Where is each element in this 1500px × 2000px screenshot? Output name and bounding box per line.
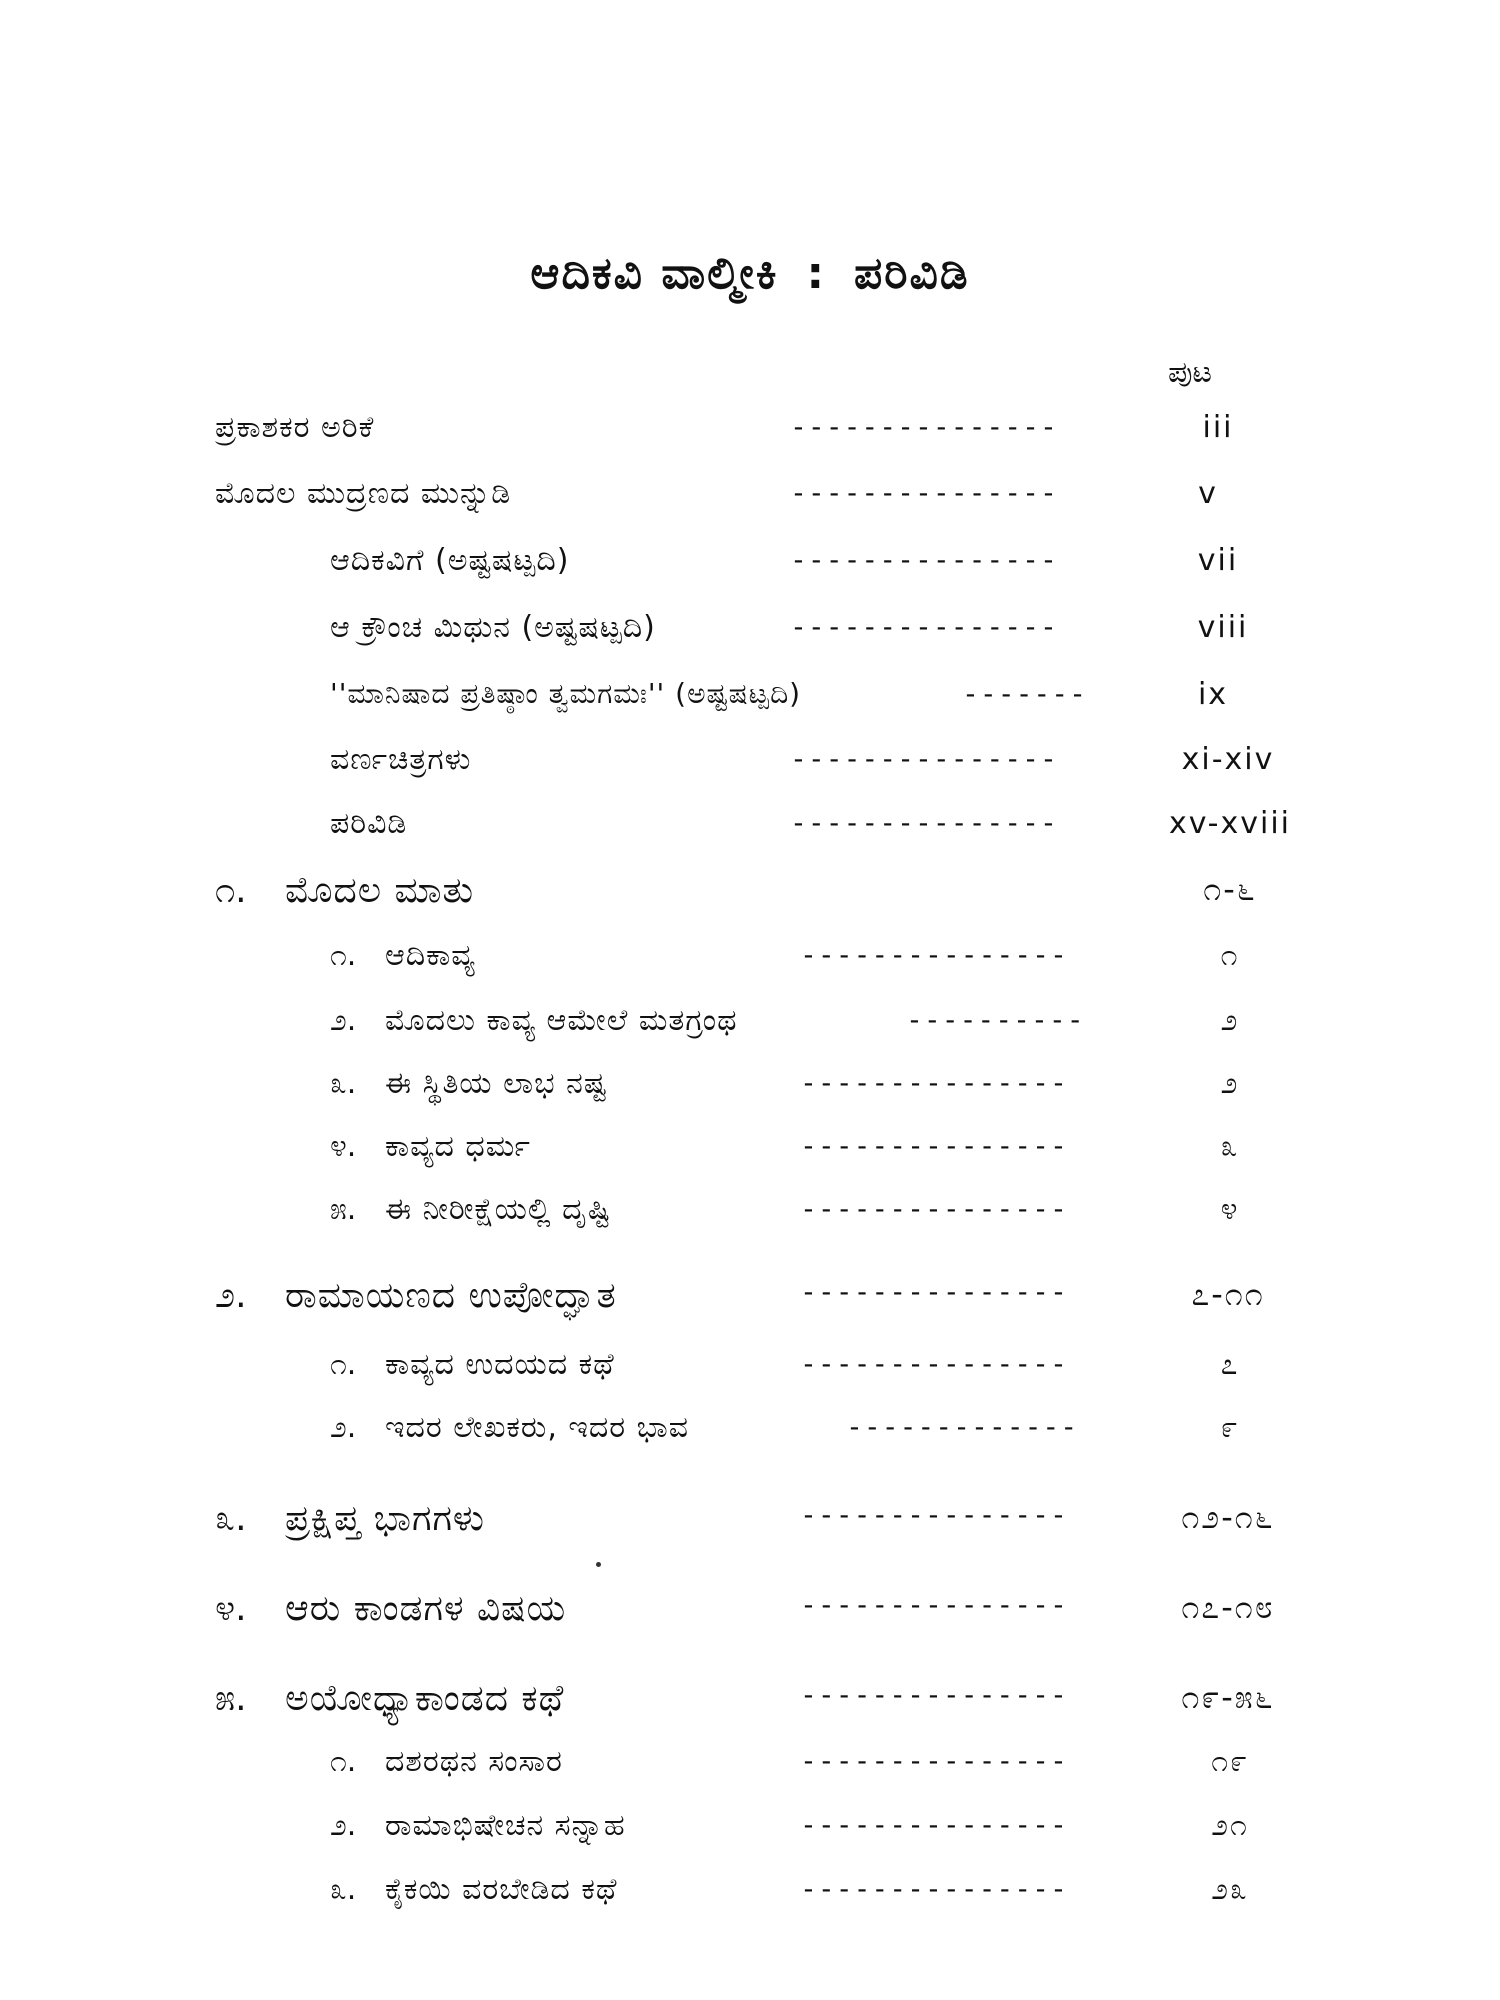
toc-page-number: ೭ bbox=[1220, 1347, 1240, 1382]
chapter-title: ಆರು ಕಾಂಡಗಳ ವಿಷಯ bbox=[285, 1588, 567, 1629]
toc-leader: --------------- bbox=[800, 1498, 1068, 1531]
toc-page-number: ೧೭-೧೮ bbox=[1181, 1588, 1275, 1626]
toc-leader: --------------- bbox=[790, 806, 1058, 839]
toc-leader: --------------- bbox=[800, 1872, 1068, 1905]
chapter-number: ೪. bbox=[215, 1588, 247, 1629]
toc-page-number: ೧ bbox=[1220, 938, 1240, 973]
toc-page-number: v bbox=[1198, 476, 1218, 511]
toc-leader: --------------- bbox=[790, 476, 1058, 509]
toc-leader: --------------- bbox=[800, 1808, 1068, 1841]
toc-entry-label: ಈ ಸ್ಥಿತಿಯ ಲಾಭ ನಷ್ಟ bbox=[385, 1066, 608, 1101]
toc-leader: --------------- bbox=[800, 1192, 1068, 1225]
toc-entry-label: ಇದರ ಲೇಖಕರು, ಇದರ ಭಾವ bbox=[385, 1410, 690, 1445]
toc-page-number: ೨ bbox=[1220, 1066, 1240, 1101]
toc-leader: --------------- bbox=[790, 742, 1058, 775]
toc-entry bbox=[0, 1872, 1500, 1922]
toc-chapter bbox=[0, 1678, 1500, 1728]
toc-chapter bbox=[0, 870, 1500, 920]
toc-entry-label: ಕೈಕಯಿ ವರಬೇಡಿದ ಕಥೆ bbox=[385, 1872, 618, 1907]
toc-entry bbox=[0, 677, 1500, 727]
toc-page-number: ೧೨-೧೬ bbox=[1181, 1498, 1275, 1536]
toc-leader: --------------- bbox=[800, 1066, 1068, 1099]
toc-chapter bbox=[0, 1498, 1500, 1548]
toc-entry-label: ಆ ಕ್ರೌಂಚ ಮಿಥುನ (ಅಷ್ಟಷಟ್ಪದಿ) bbox=[330, 610, 656, 645]
toc-entry-label: ಈ ನೀರೀಕ್ಷೆಯಲ್ಲಿ ದೃಷ್ಟಿ bbox=[385, 1192, 612, 1227]
contents-heading: ಪರಿವಿಡಿ bbox=[854, 248, 970, 299]
stray-dot bbox=[596, 1562, 601, 1567]
toc-page-number: ೧೯ bbox=[1211, 1744, 1249, 1779]
toc-page-number: ೨ bbox=[1220, 1003, 1240, 1038]
toc-entry-label: ಪರಿವಿಡಿ bbox=[330, 806, 408, 841]
toc-page-number: ೭-೧೧ bbox=[1191, 1275, 1265, 1313]
book-title: ಆದಿಕವಿ ವಾಲ್ಮೀಕಿ bbox=[530, 248, 779, 299]
section-number: ೫. bbox=[330, 1192, 357, 1227]
toc-entry bbox=[0, 1410, 1500, 1460]
toc-leader: --------------- bbox=[800, 1129, 1068, 1162]
toc-entry bbox=[0, 1744, 1500, 1794]
toc-entry bbox=[0, 938, 1500, 988]
toc-page-number: iii bbox=[1202, 410, 1234, 445]
toc-entry bbox=[0, 476, 1500, 526]
toc-entry-label: ಕಾವ್ಯದ ಧರ್ಮ bbox=[385, 1129, 531, 1164]
toc-leader: --------------- bbox=[800, 1275, 1068, 1308]
toc-entry bbox=[0, 806, 1500, 856]
toc-entry-label: ರಾಮಾಭಿಷೇಚನ ಸನ್ನಾಹ bbox=[385, 1808, 626, 1843]
toc-entry bbox=[0, 610, 1500, 660]
toc-leader: ---------- bbox=[906, 1003, 1085, 1036]
toc-entry-label: ಆದಿಕವಿಗೆ (ಅಷ್ಟಷಟ್ಪದಿ) bbox=[330, 543, 570, 578]
toc-page-number: xv-xviii bbox=[1168, 806, 1292, 841]
toc-page-number: ೩ bbox=[1220, 1129, 1240, 1164]
toc-leader: --------------- bbox=[800, 1744, 1068, 1777]
section-number: ೨. bbox=[330, 1003, 357, 1038]
section-number: ೩. bbox=[330, 1872, 357, 1907]
section-number: ೨. bbox=[330, 1410, 357, 1445]
toc-page-number: ೧೯-೫೬ bbox=[1181, 1678, 1275, 1716]
chapter-number: ೫. bbox=[215, 1678, 247, 1719]
toc-page-number: ೨೩ bbox=[1211, 1872, 1249, 1907]
chapter-number: ೧. bbox=[215, 870, 247, 911]
toc-entry-label: ಕಾವ್ಯದ ಉದಯದ ಕಥೆ bbox=[385, 1347, 615, 1382]
toc-entry-label: ಮೊದಲು ಕಾವ್ಯ ಆಮೇಲೆ ಮತಗ್ರಂಥ bbox=[385, 1003, 738, 1038]
section-number: ೪. bbox=[330, 1129, 357, 1164]
toc-leader: --------------- bbox=[800, 1678, 1068, 1711]
chapter-number: ೩. bbox=[215, 1498, 247, 1539]
toc-entry-label: ಮೊದಲ ಮುದ್ರಣದ ಮುನ್ನುಡಿ bbox=[215, 476, 512, 511]
toc-page-number: ೯ bbox=[1220, 1410, 1240, 1445]
toc-entry bbox=[0, 410, 1500, 460]
toc-entry bbox=[0, 1066, 1500, 1116]
toc-entry bbox=[0, 1192, 1500, 1242]
page-column-header: ಪುಟ bbox=[1168, 355, 1213, 390]
toc-page-number: ix bbox=[1197, 677, 1229, 712]
toc-entry bbox=[0, 1003, 1500, 1053]
chapter-title: ಮೊದಲ ಮಾತು bbox=[285, 870, 475, 911]
toc-leader: ------------- bbox=[846, 1410, 1079, 1443]
section-number: ೧. bbox=[330, 938, 357, 973]
page-title bbox=[0, 248, 1500, 299]
chapter-number: ೨. bbox=[215, 1275, 247, 1316]
toc-page-number: vii bbox=[1197, 543, 1239, 578]
toc-leader: ------- bbox=[962, 677, 1088, 710]
section-number: ೧. bbox=[330, 1744, 357, 1779]
chapter-title: ರಾಮಾಯಣದ ಉಪೋದ್ಘಾತ bbox=[285, 1275, 617, 1316]
toc-page-number: ೧-೬ bbox=[1203, 870, 1257, 908]
toc-entry-label: ಆದಿಕಾವ್ಯ bbox=[385, 938, 476, 973]
section-number: ೨. bbox=[330, 1808, 357, 1843]
toc-entry bbox=[0, 1808, 1500, 1858]
section-number: ೩. bbox=[330, 1066, 357, 1101]
title-separator: : bbox=[806, 248, 827, 299]
toc-page-number: xi-xiv bbox=[1181, 742, 1275, 777]
toc-entry bbox=[0, 543, 1500, 593]
toc-entry-label: ದಶರಥನ ಸಂಸಾರ bbox=[385, 1744, 563, 1779]
toc-leader: --------------- bbox=[790, 543, 1058, 576]
toc-leader: --------------- bbox=[790, 410, 1058, 443]
toc-entry-label: ''ಮಾನಿಷಾದ ಪ್ರತಿಷ್ಠಾಂ ತ್ವಮಗಮಃ'' (ಅಷ್ಟಷಟ್ಪದಿ) bbox=[330, 677, 802, 710]
toc-entry-label: ವರ್ಣಚಿತ್ರಗಳು bbox=[330, 742, 472, 777]
toc-leader: --------------- bbox=[790, 610, 1058, 643]
toc-chapter bbox=[0, 1275, 1500, 1325]
toc-leader: --------------- bbox=[800, 1588, 1068, 1621]
toc-entry bbox=[0, 1347, 1500, 1397]
chapter-title: ಪ್ರಕ್ಷಿಪ್ತ ಭಾಗಗಳು bbox=[285, 1498, 485, 1539]
toc-leader: --------------- bbox=[800, 938, 1068, 971]
toc-chapter bbox=[0, 1588, 1500, 1638]
toc-entry-label: ಪ್ರಕಾಶಕರ ಅರಿಕೆ bbox=[215, 410, 375, 445]
toc-leader: --------------- bbox=[800, 1347, 1068, 1380]
toc-page-number: ೨೧ bbox=[1211, 1808, 1249, 1843]
chapter-title: ಅಯೋಧ್ಯಾಕಾಂಡದ ಕಥೆ bbox=[285, 1678, 565, 1719]
toc-page-number: viii bbox=[1197, 610, 1249, 645]
toc-entry bbox=[0, 1129, 1500, 1179]
toc-entry bbox=[0, 742, 1500, 792]
toc-page-number: ೪ bbox=[1220, 1192, 1240, 1227]
section-number: ೧. bbox=[330, 1347, 357, 1382]
